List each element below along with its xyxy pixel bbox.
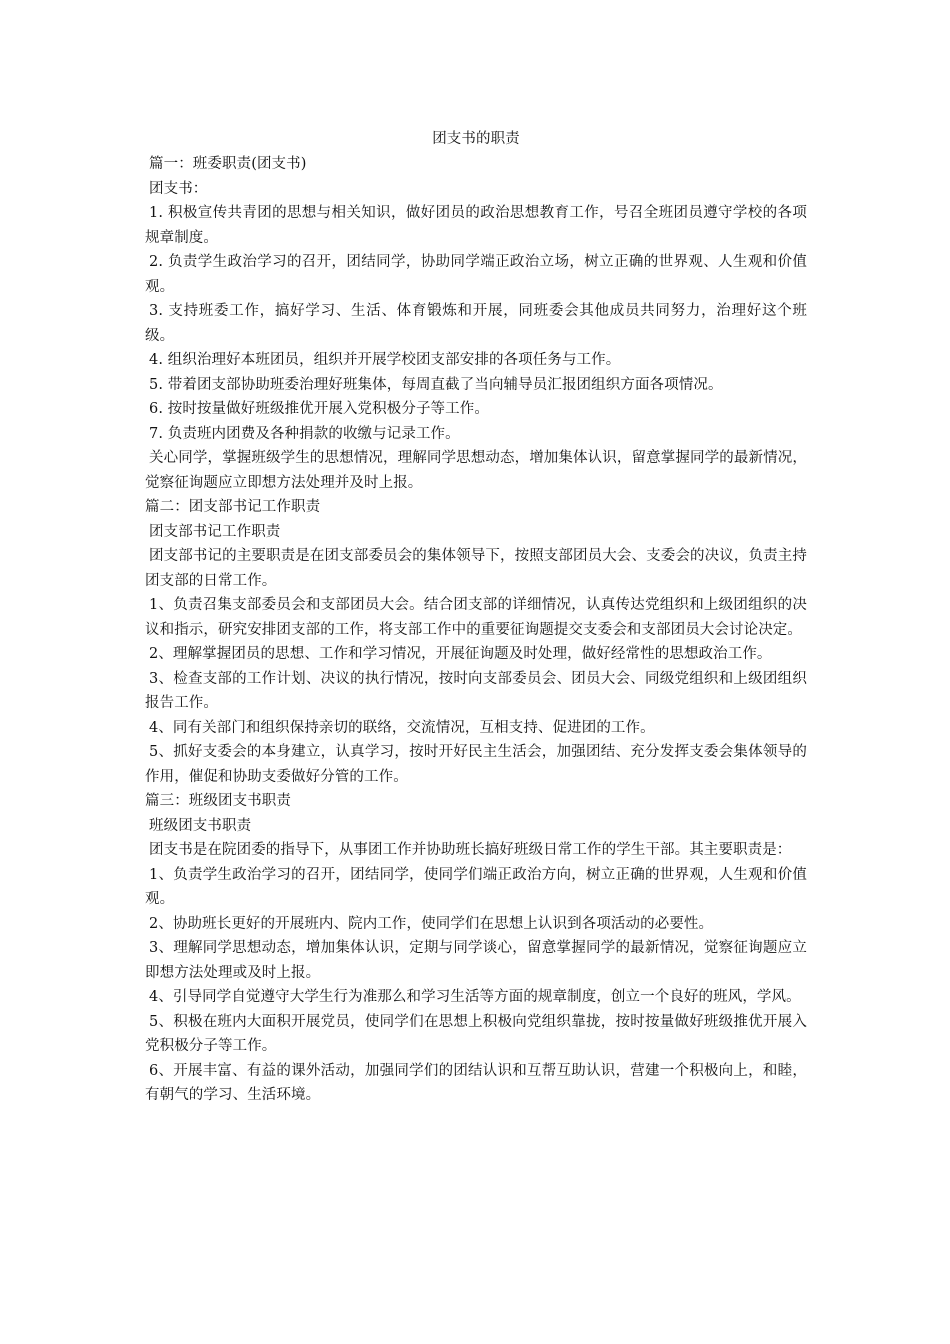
paragraph: 2. 负责学生政治学习的召开，团结同学，协助同学端正政治立场，树立正确的世界观、人生观和价值观。 bbox=[145, 254, 807, 295]
paragraph: 篇三：班级团支书职责 bbox=[145, 793, 291, 809]
paragraph: 5、积极在班内大面积开展党员，使同学们在思想上积极向党组织靠拢，按时按量做好班级推优开展入党积极分子等工作。 bbox=[145, 1013, 807, 1054]
paragraph: 3. 支持班委工作，搞好学习、生活、体育锻炼和开展，同班委会其他成员共同努力，治理好这个班级。 bbox=[145, 303, 807, 344]
paragraph: 4. 组织治理好本班团员，组织并开展学校团支部安排的各项任务与工作。 bbox=[149, 352, 621, 368]
paragraph: 5、抓好支委会的本身建立，认真学习，按时开好民主生活会，加强团结、充分发挥支委会集体领导的作用，催促和协助支委做好分管的工作。 bbox=[145, 744, 807, 785]
paragraph: 1、负责召集支部委员会和支部团员大会。结合团支部的详细情况，认真传达党组织和上级团组织的决议和指示，研究安排团支部的工作，将支部工作中的重要征询题提交支委会和支部团员大会讨论决定。 bbox=[145, 597, 807, 638]
document-body bbox=[145, 126, 807, 1108]
paragraph: 班级团支书职责 bbox=[149, 817, 252, 834]
paragraph: 篇二：团支部书记工作职责 bbox=[145, 499, 321, 515]
paragraph: 3、理解同学思想动态，增加集体认识，定期与同学谈心，留意掌握同学的最新情况，觉察征询题应立即想方法处理或及时上报。 bbox=[145, 940, 807, 981]
paragraph: 篇一：班委职责(团支书) bbox=[149, 156, 307, 172]
paragraph: 团支部书记的主要职责是在团支部委员会的集体领导下，按照支部团员大会、支委会的决议，负责主持团支部的日常工作。 bbox=[145, 548, 807, 589]
paragraph-list bbox=[145, 152, 807, 1108]
paragraph: 6、开展丰富、有益的课外活动，加强同学们的团结认识和互帮互助认识，营建一个积极向上，和睦，有朝气的学习、生活环境。 bbox=[145, 1062, 807, 1103]
paragraph: 4、同有关部门和组织保持亲切的联络，交流情况，互相支持、促进团的工作。 bbox=[149, 719, 655, 736]
paragraph: 7. 负责班内团费及各种捐款的收缴与记录工作。 bbox=[149, 425, 460, 442]
paragraph: 2、协助班长更好的开展班内、院内工作，使同学们在思想上认识到各项活动的必要性。 bbox=[149, 915, 714, 932]
paragraph: 4、引导同学自觉遵守大学生行为准那么和学习生活等方面的规章制度，创立一个良好的班风，学风。 bbox=[149, 989, 801, 1005]
paragraph: 团支书： bbox=[149, 180, 208, 197]
paragraph: 团支部书记工作职责 bbox=[149, 523, 281, 540]
document-title: 团支书的职责 bbox=[432, 131, 520, 147]
paragraph: 3、检查支部的工作计划、决议的执行情况，按时向支部委员会、团员大会、同级党组织和上级团组织报告工作。 bbox=[145, 670, 807, 711]
paragraph: 关心同学，掌握班级学生的思想情况，理解同学思想动态，增加集体认识，留意掌握同学的最新情况，觉察征询题应立即想方法处理并及时上报。 bbox=[145, 450, 807, 491]
paragraph: 2、理解掌握团员的思想、工作和学习情况，开展征询题及时处理，做好经常性的思想政治工作。 bbox=[149, 646, 772, 662]
paragraph: 1. 积极宣传共青团的思想与相关知识，做好团员的政治思想教育工作，号召全班团员遵守学校的各项规章制度。 bbox=[145, 205, 807, 246]
paragraph: 1、负责学生政治学习的召开，团结同学，使同学们端正政治方向，树立正确的世界观，人生观和价值观。 bbox=[145, 866, 807, 907]
paragraph: 团支书是在院团委的指导下，从事团工作并协助班长搞好班级日常工作的学生干部。其主要职责是： bbox=[149, 842, 792, 858]
paragraph: 6. 按时按量做好班级推优开展入党积极分子等工作。 bbox=[149, 401, 489, 417]
paragraph: 5. 带着团支部协助班委治理好班集体，每周直截了当向辅导员汇报团组织方面各项情况。 bbox=[149, 376, 723, 393]
